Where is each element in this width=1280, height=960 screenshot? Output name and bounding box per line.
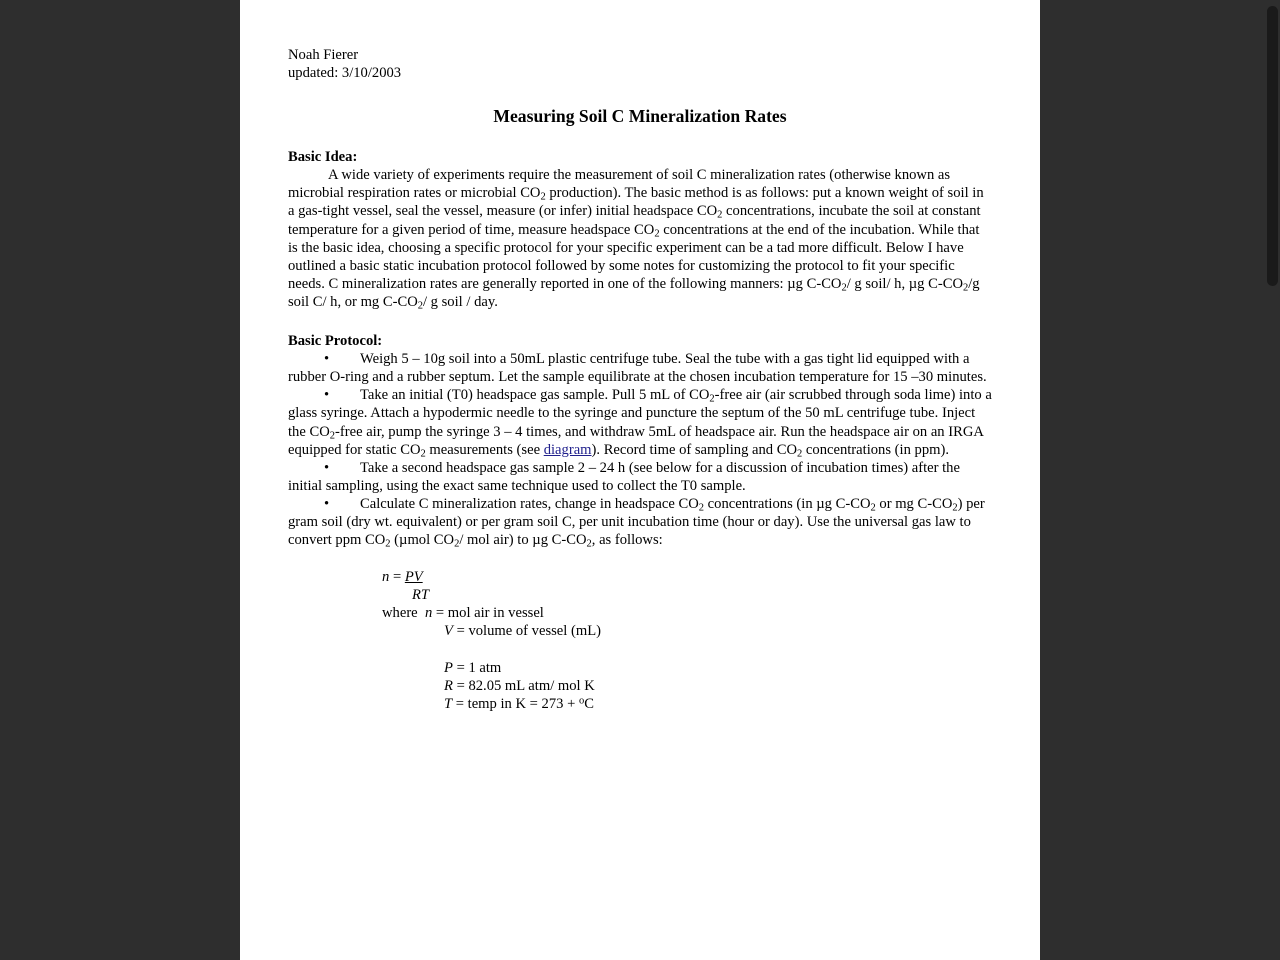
- subscript-co2: 2: [654, 227, 660, 239]
- list-item-text-5: (µmol CO: [390, 532, 455, 549]
- variable-t: T: [444, 695, 453, 712]
- subscript-co2: 2: [417, 300, 423, 312]
- equation-numerator: PV: [404, 569, 423, 586]
- variable-v-definition: = volume of vessel (mL): [452, 623, 601, 640]
- list-item-text-1: Calculate C mineralization rates, change in headspace CO: [360, 495, 699, 512]
- equation-where-v: [382, 622, 992, 640]
- basic-idea-text-2: production). The basic method is as follows: put a known weight of soil in a gas-tight vessel, seal the vessel, measure (or infer) initial headspace CO: [288, 185, 984, 220]
- variable-n-definition: = mol air in vessel: [432, 605, 544, 622]
- variable-v: V: [444, 623, 453, 640]
- bullet-icon: •: [324, 495, 330, 512]
- subscript-co2: 2: [963, 282, 969, 294]
- list-item-text-2: -free air (air scrubbed through soda lime) into a glass syringe. Attach a hypodermic needle to the syringe and puncture the septum of the 50 mL centrifuge tube. Inject the CO: [288, 387, 992, 440]
- list-item: [288, 459, 992, 495]
- subscript-co2: 2: [420, 447, 426, 459]
- variable-p: P: [444, 659, 453, 676]
- equation-where-t: [382, 695, 992, 713]
- subscript-co2: 2: [797, 447, 803, 459]
- list-item-text: Take a second headspace gas sample 2 – 24 h (see below for a discussion of incubation times) after the initial sampling, using the exact same technique used to collect the T0 sample.: [288, 459, 960, 494]
- basic-idea-text-1: A wide variety of experiments require the measurement of soil C mineralization rates (otherwise known as microbial respiration rates or microbial CO: [288, 167, 951, 202]
- list-item-text-5: ). Record time of sampling and CO: [591, 441, 798, 458]
- variable-r-definition: = 82.05 mL atm/ mol K: [452, 677, 595, 694]
- variable-t-unit: C: [584, 695, 594, 712]
- where-label: where: [382, 605, 422, 622]
- list-item-text-1: Take an initial (T0) headspace gas sample. Pull 5 mL of CO: [360, 387, 710, 404]
- list-item: [288, 350, 992, 386]
- section-heading-basic-idea: Basic Idea:: [288, 149, 358, 166]
- vertical-scrollbar[interactable]: [1265, 0, 1280, 960]
- list-item-text-4: measurements (see: [425, 441, 544, 458]
- basic-idea-text-3: concentrations, incubate the soil at constant temperature for a given period of time, measure headspace CO: [288, 203, 981, 238]
- variable-p-definition: = 1 atm: [452, 659, 502, 676]
- subscript-co2: 2: [454, 538, 460, 550]
- diagram-link[interactable]: diagram: [543, 441, 592, 458]
- subscript-co2: 2: [385, 538, 391, 550]
- bullet-icon: •: [324, 459, 330, 476]
- list-item-text-6: / mol air) to µg C-CO: [459, 532, 587, 549]
- basic-idea-text-5: / g soil/ h, µg C-CO: [846, 275, 963, 292]
- list-item-text-6: concentrations (in ppm).: [802, 441, 949, 458]
- document-page: [240, 0, 1040, 960]
- list-item: [288, 495, 992, 549]
- degree-symbol: o: [578, 695, 585, 707]
- subscript-co2: 2: [329, 429, 336, 441]
- list-item-text-3: -free air, pump the syringe 3 – 4 times, and withdraw 5mL of headspace air. Run the headspace air on an IRGA equipped for static CO: [288, 423, 984, 458]
- subscript-co2: 2: [717, 209, 723, 221]
- equation-block: [288, 568, 992, 713]
- equation-spacer: [382, 641, 992, 659]
- equation-where-r: [382, 677, 992, 695]
- scrollbar-thumb[interactable]: [1267, 6, 1278, 286]
- equation-denominator: RT: [412, 587, 430, 604]
- subscript-co2: 2: [870, 502, 876, 514]
- list-item: [288, 386, 992, 458]
- list-item-text-4: ) per gram soil (dry wt. equivalent) or per gram soil C, per unit incubation time (hour or day). Use the universal gas law to convert ppm CO: [288, 495, 985, 549]
- subscript-co2: 2: [952, 502, 958, 514]
- basic-idea-text-4: concentrations at the end of the incubation. While that is the basic idea, choosing a specific protocol for your specific experiment can be a tad more difficult. Below I have outlined a basic static incubation protocol followed by some notes for customizing the protocol to fit your specific needs. C mineralization rates are generally reported in one of the following manners: µg C-CO: [288, 221, 980, 292]
- variable-n: n: [424, 605, 433, 622]
- basic-idea-text-6: /g soil C/ h, or mg C-CO: [288, 275, 980, 310]
- paragraph-basic-idea: [288, 166, 992, 311]
- equation-where-n: [382, 604, 992, 622]
- page-title: Measuring Soil C Mineralization Rates: [493, 106, 787, 127]
- subscript-co2: 2: [709, 393, 715, 405]
- variable-r: R: [444, 677, 453, 694]
- equation-equals: =: [389, 569, 405, 586]
- subscript-co2: 2: [586, 538, 592, 550]
- section-heading-basic-protocol: Basic Protocol:: [288, 333, 383, 350]
- list-item-text: Weigh 5 – 10g soil into a 50mL plastic centrifuge tube. Seal the tube with a gas tight lid equipped with a rubber O-ring and a rubber septum. Let the sample equilibrate at the chosen incubation temperature for 15 –30 minutes.: [288, 351, 987, 386]
- subscript-co2: 2: [841, 282, 847, 294]
- list-item-text-7: , as follows:: [591, 532, 663, 549]
- author-line: Noah Fierer: [288, 47, 359, 63]
- updated-line: updated: 3/10/2003: [288, 65, 402, 82]
- equation-denominator-line: [382, 586, 992, 604]
- bullet-icon: •: [324, 387, 330, 404]
- subscript-co2: 2: [698, 502, 705, 514]
- variable-t-definition: = temp in K = 273 +: [452, 695, 579, 712]
- list-item-text-2: concentrations (in µg C-CO: [704, 495, 871, 512]
- document-body: [288, 46, 992, 713]
- bullet-icon: •: [324, 351, 330, 368]
- subscript-co2: 2: [540, 191, 546, 203]
- equation-main: [382, 568, 992, 586]
- list-item-text-3: or mg C-CO: [875, 495, 953, 512]
- equation-lhs: n: [382, 569, 390, 586]
- equation-where-p: [382, 659, 992, 677]
- basic-idea-text-7: / g soil / day.: [422, 293, 498, 310]
